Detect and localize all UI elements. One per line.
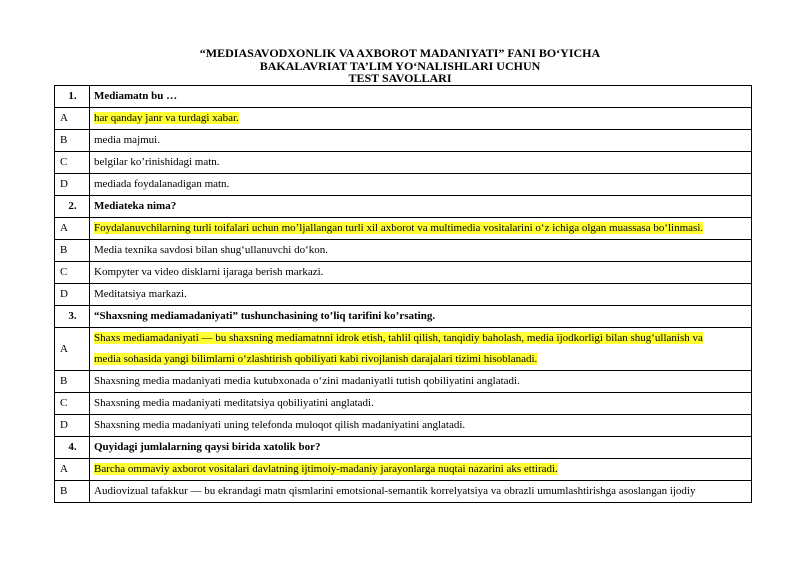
option-row (55, 240, 752, 262)
option-cell (90, 218, 752, 240)
option-text: belgilar ko’rinishidagi matn. (90, 152, 752, 174)
option-cell (90, 328, 752, 371)
question-text: Quyidagi jumlalarning qaysi birida xatolik bor? (90, 437, 752, 459)
option-label: C (55, 262, 90, 284)
option-text: Shaxsning media madaniyati media kutubxonada o‘zini madaniyatli tutish qobiliyatini anglatadi. (90, 371, 752, 393)
option-row (55, 108, 752, 130)
option-label: C (55, 152, 90, 174)
option-label: C (55, 393, 90, 415)
option-label: A (55, 459, 90, 481)
option-row (55, 415, 752, 437)
option-row (55, 218, 752, 240)
option-row (55, 371, 752, 393)
option-row (55, 262, 752, 284)
option-text: media majmui. (90, 130, 752, 152)
option-label: A (55, 328, 90, 371)
question-number: 1. (55, 86, 90, 108)
option-row (55, 328, 752, 371)
test-questions-table (54, 85, 752, 503)
question-text: “Shaxsning mediamadaniyati” tushunchasining to’liq tarifini ko’rsating. (90, 306, 752, 328)
option-label: B (55, 481, 90, 503)
correct-answer-text-line-1: Shaxs mediamadaniyati — bu shaxsning mediamatnni idrok etish, tahlil qilish, tanqidiy baholash, media ijodkorligi bilan shug‘ullanish va (94, 332, 703, 344)
option-text: Shaxsning media madaniyati uning telefonda muloqot qilish madaniyatini anglatadi. (90, 415, 752, 437)
question-row (55, 437, 752, 459)
option-cell (90, 459, 752, 481)
option-row (55, 481, 752, 503)
option-row (55, 152, 752, 174)
option-label: D (55, 415, 90, 437)
option-label: A (55, 218, 90, 240)
option-row (55, 393, 752, 415)
option-text: Shaxsning media madaniyati meditatsiya qobiliyatini anglatadi. (90, 393, 752, 415)
option-cell (90, 108, 752, 130)
option-row (55, 130, 752, 152)
question-number: 2. (55, 196, 90, 218)
correct-answer-text: Barcha ommaviy axborot vositalari davlatning ijtimoiy-madaniy jarayonlarga nuqtai nazarini aks ettiradi. (94, 463, 558, 475)
option-text: Meditatsiya markazi. (90, 284, 752, 306)
option-row (55, 459, 752, 481)
option-label: B (55, 371, 90, 393)
option-row (55, 174, 752, 196)
correct-answer-text: har qanday janr va turdagi xabar. (94, 112, 239, 124)
option-label: B (55, 240, 90, 262)
question-number: 3. (55, 306, 90, 328)
question-row (55, 86, 752, 108)
question-number: 4. (55, 437, 90, 459)
option-label: A (55, 108, 90, 130)
correct-answer-text-line-2: media sohasida yangi bilimlarni o‘zlashtirish qobiliyati kabi rivojlanish darajalari tizimi hisoblanadi. (94, 353, 538, 365)
option-text: Audiovizual tafakkur — bu ekrandagi matn qismlarini emotsional-semantik korrelyatsiya va obrazli umumlashtirishga asoslangan ijodiy (90, 481, 752, 503)
option-row (55, 284, 752, 306)
question-row (55, 196, 752, 218)
option-label: D (55, 284, 90, 306)
option-text: Kompyter va video disklarni ijaraga berish markazi. (90, 262, 752, 284)
option-label: B (55, 130, 90, 152)
title-line-2: BAKALAVRIAT TA’LIM YO‘NALISHLARI UCHUN (259, 58, 541, 73)
question-text: Mediateka nima? (90, 196, 752, 218)
correct-answer-text: Foydalanuvchilarning turli toifalari uchun mo’ljallangan turli xil axborot va multimedia vositalarini o‘z ichiga olgan muassasa bo‘linmasi. (94, 222, 704, 234)
question-text: Mediamatn bu … (90, 86, 752, 108)
option-text: mediada foydalanadigan matn. (90, 174, 752, 196)
title-line-3: TEST SAVOLLARI (348, 71, 452, 85)
question-row (55, 306, 752, 328)
document-title (0, 47, 800, 85)
option-text: Media texnika savdosi bilan shug‘ullanuvchi do‘kon. (90, 240, 752, 262)
title-line-1: “MEDIASAVODXONLIK VA AXBOROT MADANIYATI” FANI BO‘YICHA (199, 46, 601, 60)
option-label: D (55, 174, 90, 196)
